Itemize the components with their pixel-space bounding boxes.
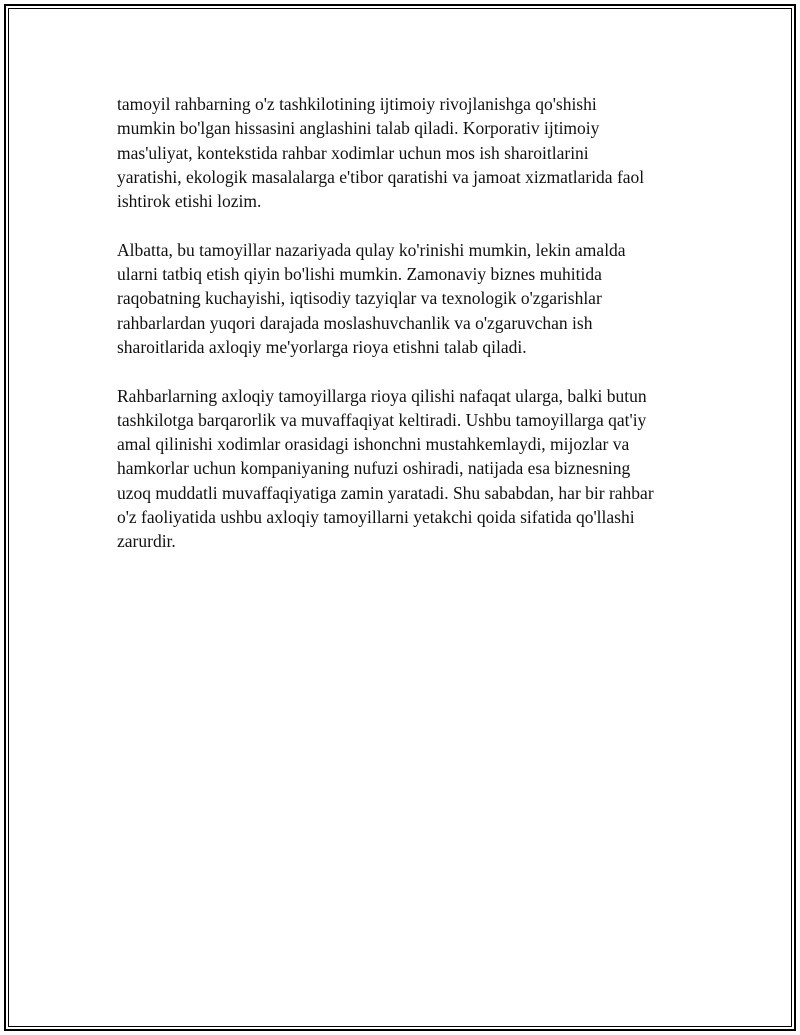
text-line: zarurdir. <box>117 531 176 552</box>
document-body <box>117 92 697 578</box>
text-line: mas'uliyat, kontekstida rahbar xodimlar uchun mos ish sharoitlarini <box>117 142 589 163</box>
text-line: hamkorlar uchun kompaniyaning nufuzi oshiradi, natijada esa biznesning <box>117 458 631 479</box>
text-line: ishtirok etishi lozim. <box>117 191 262 212</box>
text-line: uzoq muddatli muvaffaqiyatiga zamin yaratadi. Shu sababdan, har bir rahbar <box>117 482 654 503</box>
text-line: rahbarlardan yuqori darajada moslashuvchanlik va o'zgaruvchan ish <box>117 312 593 333</box>
paragraph-2 <box>117 238 697 359</box>
text-line: tashkilotga barqarorlik va muvaffaqiyat keltiradi. Ushbu tamoyillarga qat'iy <box>117 409 647 430</box>
text-line: raqobatning kuchayishi, iqtisodiy tazyiqlar va texnologik o'zgarishlar <box>117 288 602 309</box>
paragraph-3 <box>117 384 697 554</box>
text-line: amal qilinishi xodimlar orasidagi ishonchni mustahkemlaydi, mijozlar va <box>117 434 630 455</box>
paragraph-1 <box>117 92 697 213</box>
text-line: ularni tatbiq etish qiyin bo'lishi mumkin. Zamonaviy biznes muhitida <box>117 264 602 285</box>
text-line: yaratishi, ekologik masalalarga e'tibor qaratishi va jamoat xizmatlarida faol <box>117 166 645 187</box>
text-line: mumkin bo'lgan hissasini anglashini talab qiladi. Korporativ ijtimoiy <box>117 118 600 139</box>
text-line: Rahbarlarning axloqiy tamoyillarga rioya qilishi nafaqat ularga, balki butun <box>117 385 647 406</box>
text-line: tamoyil rahbarning o'z tashkilotining ijtimoiy rivojlanishga qo'shishi <box>117 94 597 114</box>
text-line: o'z faoliyatida ushbu axloqiy tamoyillarni yetakchi qoida sifatida qo'llashi <box>117 507 635 528</box>
text-line: sharoitlarida axloqiy me'yorlarga rioya etishni talab qiladi. <box>117 336 527 357</box>
text-line: Albatta, bu tamoyillar nazariyada qulay ko'rinishi mumkin, lekin amalda <box>117 239 626 260</box>
